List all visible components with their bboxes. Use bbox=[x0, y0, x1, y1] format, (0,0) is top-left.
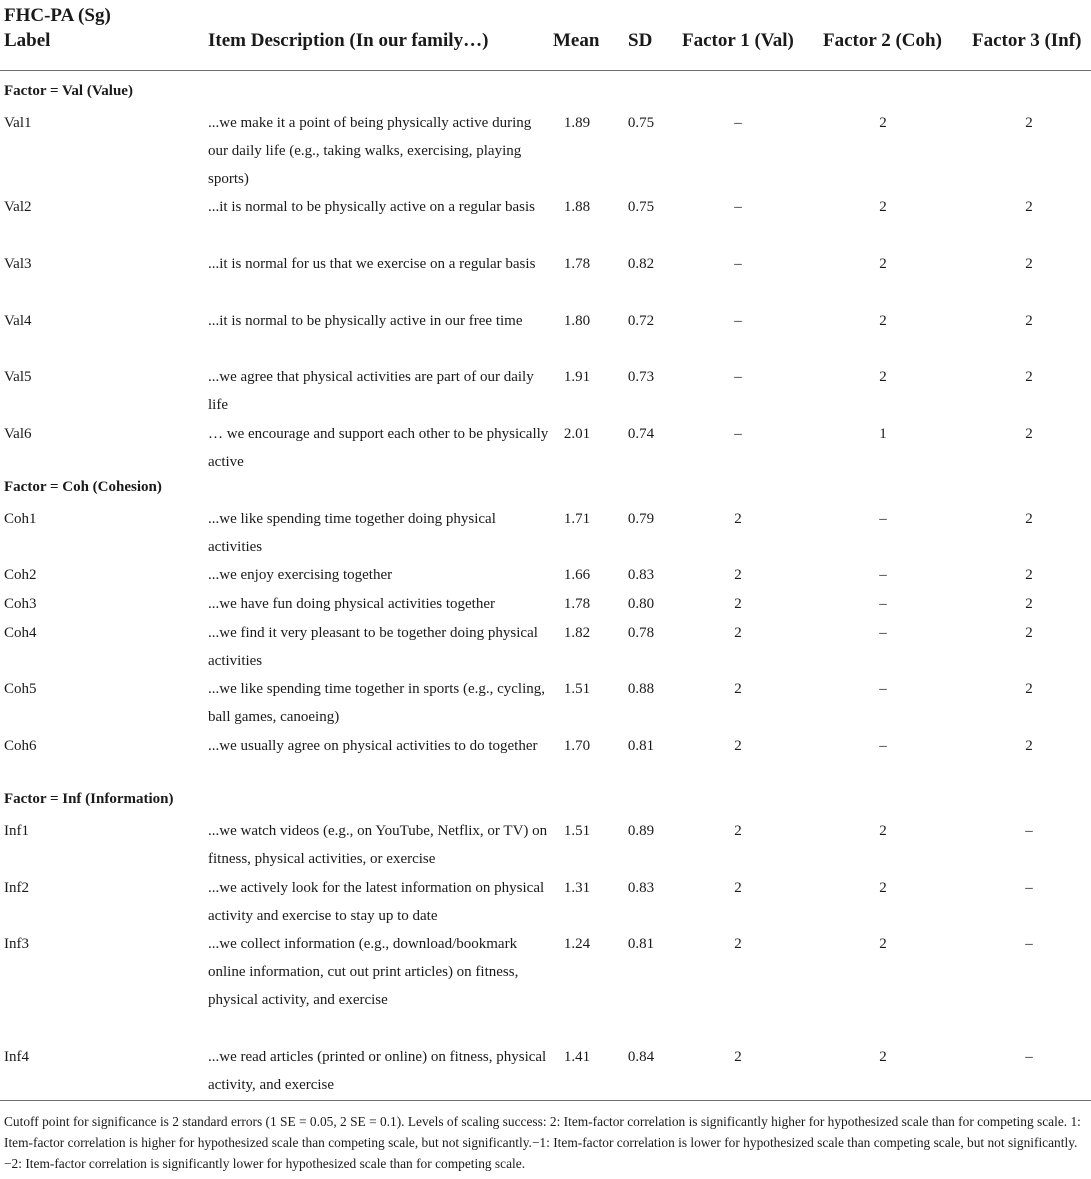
header-factor-3: Factor 3 (Inf) bbox=[972, 30, 1082, 51]
row-mean: 1.91 bbox=[563, 369, 591, 385]
row-sd: 0.82 bbox=[627, 256, 655, 272]
header-mean: Mean bbox=[553, 30, 600, 51]
row-sd: 0.79 bbox=[627, 511, 655, 527]
row-description: ...we enjoy exercising together bbox=[208, 567, 393, 583]
row-factor-1: 2 bbox=[734, 596, 742, 612]
row-factor-1: 2 bbox=[734, 681, 742, 697]
row-description: … we encourage and support each other to be physically active bbox=[208, 426, 549, 470]
row-description: ...we find it very pleasant to be together doing physical activities bbox=[208, 625, 538, 669]
row-label: Coh4 bbox=[4, 625, 37, 641]
row-mean: 1.24 bbox=[563, 936, 591, 952]
row-factor-1: – bbox=[734, 369, 742, 385]
row-description: ...it is normal to be physically active in our free time bbox=[208, 313, 523, 329]
row-label: Coh2 bbox=[4, 567, 37, 583]
header-label: Label bbox=[4, 30, 51, 51]
row-description: ...we read articles (printed or online) on fitness, physical activity, and exercise bbox=[208, 1049, 547, 1093]
row-description: ...it is normal for us that we exercise on a regular basis bbox=[208, 256, 536, 272]
table-title: FHC-PA (Sg) bbox=[4, 5, 111, 26]
row-factor-2: 2 bbox=[879, 369, 887, 385]
row-description: ...we agree that physical activities are part of our daily life bbox=[208, 369, 534, 413]
row-mean: 1.70 bbox=[563, 738, 591, 754]
row-description: ...we make it a point of being physically active during our daily life (e.g., taking walks, exercising, playing sports) bbox=[208, 115, 532, 187]
row-description: ...we usually agree on physical activities to do together bbox=[208, 738, 538, 754]
row-factor-3: 2 bbox=[1025, 567, 1033, 583]
row-factor-1: – bbox=[734, 313, 742, 329]
row-sd: 0.78 bbox=[627, 625, 655, 641]
row-factor-2: – bbox=[879, 567, 887, 583]
row-factor-3: 2 bbox=[1025, 511, 1033, 527]
row-mean: 1.66 bbox=[563, 567, 591, 583]
row-factor-3: 2 bbox=[1025, 256, 1033, 272]
row-factor-3: – bbox=[1025, 880, 1033, 896]
row-sd: 0.81 bbox=[627, 738, 655, 754]
row-label: Coh5 bbox=[4, 681, 37, 697]
row-sd: 0.73 bbox=[627, 369, 655, 385]
row-factor-2: – bbox=[879, 738, 887, 754]
row-factor-2: 2 bbox=[879, 1049, 887, 1065]
row-label: Inf1 bbox=[4, 823, 29, 839]
row-factor-3: 2 bbox=[1025, 738, 1033, 754]
row-mean: 1.71 bbox=[563, 511, 591, 527]
row-label: Inf3 bbox=[4, 936, 29, 952]
row-label: Coh1 bbox=[4, 511, 37, 527]
row-description: ...we watch videos (e.g., on YouTube, Netflix, or TV) on fitness, physical activities, or exercise bbox=[208, 823, 548, 867]
row-sd: 0.72 bbox=[627, 313, 655, 329]
row-factor-1: 2 bbox=[734, 738, 742, 754]
row-factor-2: 2 bbox=[879, 313, 887, 329]
row-factor-3: 2 bbox=[1025, 115, 1033, 131]
row-sd: 0.74 bbox=[627, 426, 655, 442]
row-factor-2: – bbox=[879, 596, 887, 612]
row-mean: 1.51 bbox=[563, 681, 591, 697]
row-factor-1: 2 bbox=[734, 1049, 742, 1065]
row-label: Inf2 bbox=[4, 880, 29, 896]
row-factor-1: 2 bbox=[734, 823, 742, 839]
row-factor-2: 2 bbox=[879, 880, 887, 896]
row-sd: 0.88 bbox=[627, 681, 655, 697]
row-factor-1: – bbox=[734, 426, 742, 442]
row-factor-2: 2 bbox=[879, 823, 887, 839]
row-factor-1: – bbox=[734, 199, 742, 215]
row-sd: 0.80 bbox=[627, 596, 655, 612]
row-factor-2: 2 bbox=[879, 256, 887, 272]
row-mean: 1.31 bbox=[563, 880, 591, 896]
row-factor-2: – bbox=[879, 511, 887, 527]
row-sd: 0.75 bbox=[627, 115, 655, 131]
row-sd: 0.89 bbox=[627, 823, 655, 839]
row-label: Coh6 bbox=[4, 738, 37, 754]
row-sd: 0.81 bbox=[627, 936, 655, 952]
row-description: ...we collect information (e.g., download/bookmark online information, cut out print articles) on fitness, physical activity, and exercise bbox=[208, 936, 519, 1008]
header-factor-1: Factor 1 (Val) bbox=[682, 30, 794, 51]
row-mean: 1.80 bbox=[563, 313, 591, 329]
row-factor-3: – bbox=[1025, 823, 1033, 839]
section-heading: Factor = Coh (Cohesion) bbox=[4, 479, 162, 495]
row-factor-1: 2 bbox=[734, 567, 742, 583]
row-factor-2: 1 bbox=[879, 426, 887, 442]
row-factor-3: – bbox=[1025, 936, 1033, 952]
row-sd: 0.84 bbox=[627, 1049, 655, 1065]
row-mean: 1.51 bbox=[563, 823, 591, 839]
row-mean: 1.89 bbox=[563, 115, 591, 131]
row-label: Val4 bbox=[4, 313, 32, 329]
row-factor-2: – bbox=[879, 625, 887, 641]
row-mean: 2.01 bbox=[563, 426, 591, 442]
row-description: ...it is normal to be physically active on a regular basis bbox=[208, 199, 535, 215]
row-sd: 0.83 bbox=[627, 567, 655, 583]
row-factor-2: 2 bbox=[879, 115, 887, 131]
row-factor-1: 2 bbox=[734, 625, 742, 641]
row-mean: 1.41 bbox=[563, 1049, 591, 1065]
row-label: Val6 bbox=[4, 426, 32, 442]
row-factor-3: 2 bbox=[1025, 596, 1033, 612]
row-factor-1: – bbox=[734, 115, 742, 131]
row-label: Coh3 bbox=[4, 596, 37, 612]
header-rule bbox=[0, 70, 1091, 71]
row-factor-3: 2 bbox=[1025, 369, 1033, 385]
row-sd: 0.83 bbox=[627, 880, 655, 896]
row-description: ...we actively look for the latest information on physical activity and exercise to stay up to date bbox=[208, 880, 545, 924]
section-heading: Factor = Val (Value) bbox=[4, 83, 133, 99]
header-sd: SD bbox=[628, 30, 653, 51]
row-factor-1: – bbox=[734, 256, 742, 272]
row-mean: 1.78 bbox=[563, 596, 591, 612]
row-label: Inf4 bbox=[4, 1049, 29, 1065]
row-factor-2: 2 bbox=[879, 199, 887, 215]
row-factor-3: – bbox=[1025, 1049, 1033, 1065]
row-factor-3: 2 bbox=[1025, 681, 1033, 697]
row-factor-3: 2 bbox=[1025, 625, 1033, 641]
row-label: Val3 bbox=[4, 256, 32, 272]
row-factor-1: 2 bbox=[734, 936, 742, 952]
row-factor-3: 2 bbox=[1025, 199, 1033, 215]
row-label: Val1 bbox=[4, 115, 32, 131]
row-factor-1: 2 bbox=[734, 511, 742, 527]
row-factor-3: 2 bbox=[1025, 426, 1033, 442]
section-heading: Factor = Inf (Information) bbox=[4, 791, 174, 807]
row-description: ...we like spending time together in sports (e.g., cycling, ball games, canoeing) bbox=[208, 681, 546, 725]
row-mean: 1.82 bbox=[563, 625, 591, 641]
row-label: Val2 bbox=[4, 199, 32, 215]
row-description: ...we like spending time together doing physical activities bbox=[208, 511, 496, 555]
row-factor-2: – bbox=[879, 681, 887, 697]
header-factor-2: Factor 2 (Coh) bbox=[823, 30, 942, 51]
row-mean: 1.88 bbox=[563, 199, 591, 215]
row-mean: 1.78 bbox=[563, 256, 591, 272]
header-item-description: Item Description (In our family…) bbox=[208, 30, 489, 51]
row-label: Val5 bbox=[4, 369, 32, 385]
bottom-rule bbox=[0, 1100, 1091, 1101]
row-factor-3: 2 bbox=[1025, 313, 1033, 329]
table-footnote: Cutoff point for significance is 2 standard errors (1 SE = 0.05, 2 SE = 0.1). Levels of scaling success: 2: Item-factor correlation is significantly higher for hypothesized scale than for competing scale. 1: Item-factor correlation is higher for hypothesized scale than competing scale, but not significantly.−1: Item-factor correlation is lower for hypothesized scale than competing scale, but not significantly.−2: Item-factor correlation is significantly lower for hypothesized scale than for competing scale. bbox=[4, 1114, 1081, 1171]
row-factor-2: 2 bbox=[879, 936, 887, 952]
row-description: ...we have fun doing physical activities together bbox=[208, 596, 495, 612]
row-factor-1: 2 bbox=[734, 880, 742, 896]
row-sd: 0.75 bbox=[627, 199, 655, 215]
